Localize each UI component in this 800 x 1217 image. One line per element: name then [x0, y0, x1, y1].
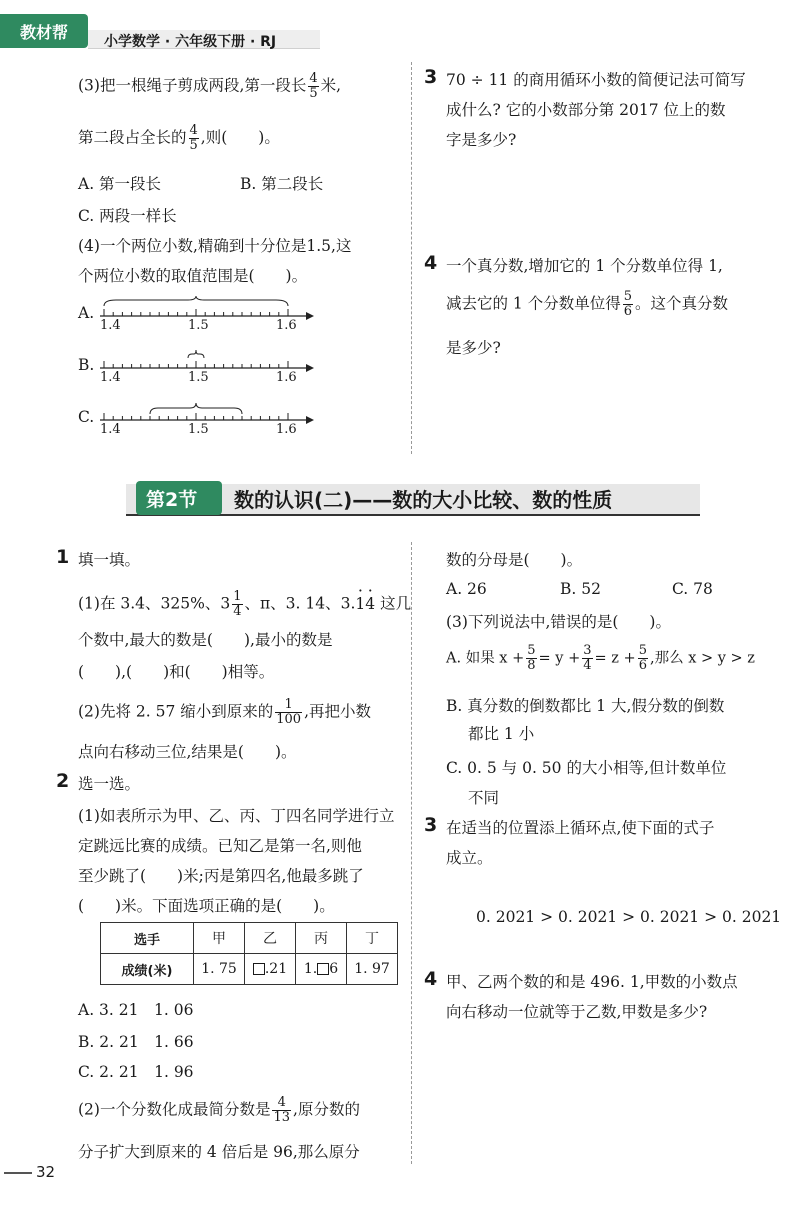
section-tag-label: 第2节 [146, 489, 198, 511]
q3-option-a: A. 第一段长 [78, 175, 162, 193]
bl-q2-title: 选一选。 [78, 775, 141, 793]
br-q2-3-option-c-line1: C. 0. 5 与 0. 50 的大小相等,但计数单位 [446, 759, 727, 777]
br-option-b: B. 52 [560, 580, 601, 598]
number-line-label: B. [78, 356, 95, 374]
bl-q2-1-option-a: A. 3. 21 1. 06 [78, 1001, 194, 1019]
table-cell: 1. 97 [347, 954, 398, 985]
blank-box [253, 963, 265, 975]
question-number: 4 [424, 968, 438, 990]
q3-line1: (3)把一根绳子剪成两段,第一段长 $\frac{4}{5}$ 米, [78, 71, 342, 101]
fraction: $\frac{5}{6}$ [638, 643, 647, 673]
tick-label: 1.4 [100, 422, 121, 437]
fraction: $\frac{3}{4}$ [583, 643, 592, 673]
fraction: $\frac{1}{100}$ [276, 697, 302, 727]
bl-q1-1-line3: ( ),( )和( )相等。 [78, 663, 275, 681]
fraction: $\frac{5}{8}$ [527, 643, 536, 673]
question-number: 3 [424, 66, 438, 88]
table-header: 甲 [194, 923, 245, 954]
tick-label: 1.6 [276, 370, 297, 385]
tr-q3-line2: 成什么? 它的小数部分第 2017 位上的数 [446, 101, 726, 119]
tick-label: 1.5 [188, 318, 209, 333]
number-line-svg [96, 400, 336, 440]
br-option-a: A. 26 [446, 580, 487, 598]
question-number: 1 [56, 546, 70, 568]
number-line-svg [96, 296, 336, 336]
br-q2-3-option-b-line2: 都比 1 小 [468, 725, 535, 743]
page-number: 32 [36, 1163, 56, 1181]
tick-label: 1.6 [276, 422, 297, 437]
br-q2-3-option-c-line2: 不同 [468, 789, 500, 807]
tr-q3-line1: 70 ÷ 11 的商用循环小数的简便记法可简写 [446, 71, 746, 89]
header-brand: 教材帮 [20, 23, 69, 42]
table-row [101, 954, 398, 985]
question-number: 2 [56, 770, 70, 792]
tr-q4-line2: 减去它的 1 个分数单位得 $\frac{5}{6}$ 。这个真分数 [446, 289, 729, 319]
table-cell: .21 [245, 954, 296, 985]
number-line-svg [96, 348, 336, 388]
table-header: 乙 [245, 923, 296, 954]
fraction: $\frac{4}{13}$ [273, 1095, 291, 1125]
tr-q4-line1: 一个真分数,增加它的 1 个分数单位得 1, [446, 257, 723, 275]
number-line-label: A. [78, 304, 95, 322]
br-cont-line: 数的分母是( )。 [446, 551, 583, 569]
q3-line2: 第二段占全长的 $\frac{4}{5}$ ,则( )。 [78, 123, 280, 153]
question-number: 4 [424, 252, 438, 274]
br-q2-3-option-b-line1: B. 真分数的倒数都比 1 大,假分数的倒数 [446, 697, 725, 715]
question-number: 3 [424, 814, 438, 836]
section-title: 数的认识(二)——数的大小比较、数的性质 [234, 488, 613, 512]
fraction: $\frac{4}{5}$ [309, 71, 318, 101]
table-cell: 1. 75 [194, 954, 245, 985]
bl-q2-1-line3: 至少跳了( )米;丙是第四名,他最多跳了 [78, 867, 364, 885]
fraction: $\frac{5}{6}$ [623, 289, 632, 319]
header-brand-tag [0, 14, 88, 48]
table-cell: 成绩(米) [101, 954, 194, 985]
q4-line1: (4)一个两位小数,精确到十分位是1.5,这 [78, 237, 352, 255]
table-header-row [101, 923, 398, 954]
br-q3-line2: 成立。 [446, 849, 493, 867]
bl-q1-title: 填一填。 [78, 551, 141, 569]
table-header: 选手 [101, 923, 194, 954]
column-divider-bottom [411, 542, 412, 1164]
repeating-digit: 1 · [355, 595, 365, 613]
q3-option-c: C. 两段一样长 [78, 207, 177, 225]
q3-option-b: B. 第二段长 [240, 175, 324, 193]
fraction: $\frac{1}{4}$ [233, 589, 242, 619]
bl-q2-1-option-c: C. 2. 21 1. 96 [78, 1063, 194, 1081]
tr-q3-line3: 字是多少? [446, 131, 517, 149]
br-q3-line1: 在适当的位置添上循环点,使下面的式子 [446, 819, 715, 837]
table-header: 丙 [296, 923, 347, 954]
table-cell: 1. 6 [296, 954, 347, 985]
bl-q1-2-line2: 点向右移动三位,结果是( )。 [78, 743, 297, 761]
tick-label: 1.5 [188, 422, 209, 437]
number-line-label: C. [78, 408, 95, 426]
bl-q2-1-line2: 定跳远比赛的成绩。已知乙是第一名,则他 [78, 837, 362, 855]
bl-q2-1-line1: (1)如表所示为甲、乙、丙、丁四名同学进行立 [78, 807, 395, 825]
tick-label: 1.4 [100, 370, 121, 385]
br-q2-3-option-a: A. 如果 x + $\frac{5}{8}$ = y + $\frac{3}{4}$ = z + $\frac{5}{6}$ ,那么 x > y > z [446, 643, 755, 673]
bl-q2-2-line2: 分子扩大到原来的 4 倍后是 96,那么原分 [78, 1143, 360, 1161]
page-marker [4, 1172, 32, 1174]
tick-label: 1.4 [100, 318, 121, 333]
fraction: $\frac{4}{5}$ [189, 123, 198, 153]
bl-q2-1-line4: ( )米。下面选项正确的是( )。 [78, 897, 335, 915]
br-q2-3-title: (3)下列说法中,错误的是( )。 [446, 613, 671, 631]
br-q4-line1: 甲、乙两个数的和是 496. 1,甲数的小数点 [446, 973, 738, 991]
bl-q2-1-option-b: B. 2. 21 1. 66 [78, 1033, 194, 1051]
bl-q1-2-line1: (2)先将 2. 57 缩小到原来的 $\frac{1}{100}$ ,再把小数 [78, 697, 372, 727]
br-option-c: C. 78 [672, 580, 713, 598]
bl-q1-1-line2: 个数中,最大的数是( ),最小的数是 [78, 631, 333, 649]
section-tag [136, 481, 222, 515]
header-subject: 小学数学 · 六年级下册 · RJ [104, 34, 277, 50]
br-q4-line2: 向右移动一位就等于乙数,甲数是多少? [446, 1003, 708, 1021]
tick-label: 1.6 [276, 318, 297, 333]
column-divider-top [411, 62, 412, 454]
bl-q1-1-line1: (1)在 3.4、325%、3 $\frac{1}{4}$ 、π、3. 14、3.1 ·4 · 这几 [78, 590, 411, 619]
blank-box [317, 963, 329, 975]
repeating-digit: 4 · [365, 595, 375, 613]
br-q3-expression: 0. 2021 > 0. 2021 > 0. 2021 > 0. 2021 [476, 908, 782, 926]
tr-q4-line3: 是多少? [446, 339, 501, 357]
q4-line2: 个两位小数的取值范围是( )。 [78, 267, 308, 285]
bl-q2-2-line1: (2)一个分数化成最简分数是 $\frac{4}{13}$ ,原分数的 [78, 1095, 360, 1125]
score-table [100, 922, 398, 985]
table-header: 丁 [347, 923, 398, 954]
tick-label: 1.5 [188, 370, 209, 385]
